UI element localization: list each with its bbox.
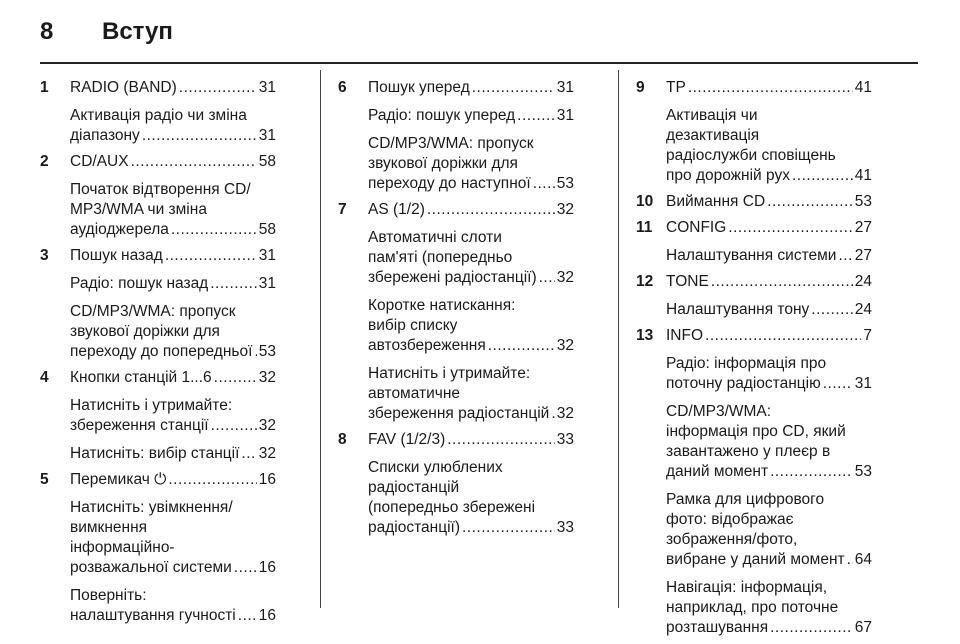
column-divider xyxy=(618,70,619,608)
entry-text: RADIO (BAND) xyxy=(70,79,177,96)
toc-entry-5 xyxy=(40,470,276,490)
entry-text: CD/MP3/WMA: пропуск xyxy=(368,135,534,152)
entry-text: FAV (1/2/3) xyxy=(368,431,446,448)
leader-dots xyxy=(179,78,257,98)
leader-dots xyxy=(234,558,257,578)
entry-text: налаштування гучності xyxy=(70,607,236,624)
entry-text: зображення/фото, xyxy=(666,531,798,548)
leader-dots xyxy=(539,268,555,288)
page-reference: 31 xyxy=(258,275,276,292)
toc-subentry xyxy=(338,296,574,356)
toc-subentry xyxy=(40,444,276,464)
toc-subentry xyxy=(636,490,872,570)
page-reference: 31 xyxy=(854,375,872,392)
leader-dots xyxy=(533,174,555,194)
entry-text: автозбереження xyxy=(368,337,486,354)
entry-text: CD/AUX xyxy=(70,153,129,170)
entry-text: завантажено у плеєр в xyxy=(666,443,831,460)
page-reference: 32 xyxy=(556,405,574,422)
entry-text: Активація радіо чи зміна xyxy=(70,107,247,124)
leader-dots xyxy=(142,126,257,146)
leader-dots xyxy=(210,274,257,294)
entry-text: аудіоджерела xyxy=(70,221,169,238)
entry-text: Списки улюблених xyxy=(368,459,503,476)
page-reference: 64 xyxy=(854,551,872,568)
leader-dots xyxy=(254,342,256,362)
toc-subentry xyxy=(40,180,276,240)
entry-text: Пошук уперед xyxy=(368,79,470,96)
entry-text: Активація чи xyxy=(666,107,758,124)
entry-text: AS (1/2) xyxy=(368,201,425,218)
control-number: 8 xyxy=(338,431,347,448)
toc-subentry xyxy=(40,106,276,146)
entry-text: збережені радіостанції) xyxy=(368,269,537,286)
page-reference: 24 xyxy=(854,273,872,290)
toc-subentry xyxy=(40,586,276,626)
entry-text: CONFIG xyxy=(666,219,727,236)
page-reference: 31 xyxy=(258,127,276,144)
entry-text: наприклад, про поточне xyxy=(666,599,839,616)
leader-dots xyxy=(711,272,853,292)
entry-text: переходу до попередньої xyxy=(70,343,253,360)
entry-text: INFO xyxy=(666,327,704,344)
leader-dots xyxy=(171,220,257,240)
control-number: 1 xyxy=(40,79,49,96)
leader-dots xyxy=(811,300,852,320)
page-reference: 32 xyxy=(556,201,574,218)
toc-subentry xyxy=(636,402,872,482)
control-number: 10 xyxy=(636,193,654,210)
entry-text: Натисніть і утримайте: xyxy=(70,397,233,414)
toc-entry-12 xyxy=(636,272,872,292)
entry-text: Автоматичні слоти xyxy=(368,229,502,246)
page-reference: 33 xyxy=(556,431,574,448)
page-reference: 27 xyxy=(854,247,872,264)
page-reference: 53 xyxy=(258,343,276,360)
toc-column-2 xyxy=(338,78,574,544)
page-reference: 7 xyxy=(863,327,872,344)
page-reference: 32 xyxy=(556,269,574,286)
page-reference: 41 xyxy=(854,167,872,184)
page-reference: 53 xyxy=(556,175,574,192)
entry-text: Натисніть: увімкнення/ xyxy=(70,499,233,516)
toc-entry-9 xyxy=(636,78,872,98)
entry-text: дезактивація xyxy=(666,127,760,144)
leader-dots xyxy=(770,462,853,482)
page-number: 8 xyxy=(40,18,54,45)
entry-text: збереження станції xyxy=(70,417,209,434)
toc-subentry xyxy=(338,134,574,194)
toc-subentry xyxy=(636,354,872,394)
entry-text: MP3/WMA чи зміна xyxy=(70,201,207,218)
page-reference: 58 xyxy=(258,221,276,238)
entry-text: фото: відображає xyxy=(666,511,794,528)
toc-subentry xyxy=(338,458,574,538)
page-title: Вступ xyxy=(102,18,173,45)
page-reference: 31 xyxy=(258,247,276,264)
leader-dots xyxy=(823,374,853,394)
leader-dots xyxy=(238,606,257,626)
leader-dots xyxy=(211,416,257,436)
toc-entry-8 xyxy=(338,430,574,450)
leader-dots xyxy=(488,336,555,356)
toc-entry-10 xyxy=(636,192,872,212)
entry-text: Перемикач ⏻ xyxy=(70,471,167,488)
toc-column-1 xyxy=(40,78,276,632)
entry-text: радіостанцій xyxy=(368,479,460,496)
entry-text: розташування xyxy=(666,619,769,636)
control-number: 7 xyxy=(338,201,347,218)
leader-dots xyxy=(767,192,853,212)
leader-dots xyxy=(131,152,257,172)
page-reference: 53 xyxy=(854,193,872,210)
entry-text: Радіо: пошук назад xyxy=(70,275,209,292)
entry-text: звукової доріжки для xyxy=(70,323,220,340)
leader-dots xyxy=(165,246,257,266)
page-reference: 31 xyxy=(556,79,574,96)
page-reference: 16 xyxy=(258,471,276,488)
control-number: 6 xyxy=(338,79,347,96)
entry-text: Кнопки станцій 1...6 xyxy=(70,369,212,386)
control-number: 3 xyxy=(40,247,49,264)
toc-entry-6 xyxy=(338,78,574,98)
control-number: 11 xyxy=(636,219,653,236)
toc-subentry xyxy=(40,302,276,362)
entry-text: Пошук назад xyxy=(70,247,163,264)
leader-dots xyxy=(792,166,853,186)
page-reference: 32 xyxy=(258,369,276,386)
page-reference: 16 xyxy=(258,607,276,624)
entry-text: розважальної системи xyxy=(70,559,232,576)
toc-subentry xyxy=(636,106,872,186)
control-number: 9 xyxy=(636,79,645,96)
page-reference: 32 xyxy=(258,445,276,462)
entry-text: вибране у даний момент xyxy=(666,551,845,568)
entry-text: вибір списку xyxy=(368,317,458,334)
toc-entry-11 xyxy=(636,218,872,238)
entry-text: вимкнення xyxy=(70,519,148,536)
leader-dots xyxy=(838,246,852,266)
entry-text: радіостанції) xyxy=(368,519,460,536)
entry-text: Натисніть і утримайте: xyxy=(368,365,531,382)
toc-subentry xyxy=(338,106,574,126)
entry-text: інформаційно- xyxy=(70,539,175,556)
entry-text: Виймання CD xyxy=(666,193,766,210)
page-reference: 58 xyxy=(258,153,276,170)
page-reference: 27 xyxy=(854,219,872,236)
control-number: 12 xyxy=(636,273,654,290)
page-reference: 32 xyxy=(556,337,574,354)
entry-text: пам'яті (попередньо xyxy=(368,249,513,266)
page-reference: 32 xyxy=(258,417,276,434)
toc-subentry xyxy=(636,246,872,266)
header-rule xyxy=(40,62,918,64)
leader-dots xyxy=(770,618,853,638)
control-number: 5 xyxy=(40,471,49,488)
toc-subentry xyxy=(338,364,574,424)
entry-text: CD/MP3/WMA: пропуск xyxy=(70,303,236,320)
entry-text: Поверніть: xyxy=(70,587,147,604)
toc-entry-3 xyxy=(40,246,276,266)
leader-dots xyxy=(728,218,852,238)
entry-text: Рамка для цифрового xyxy=(666,491,825,508)
entry-text: інформація про CD, який xyxy=(666,423,846,440)
entry-text: TONE xyxy=(666,273,709,290)
entry-text: Натисніть: вибір станції xyxy=(70,445,240,462)
toc-subentry xyxy=(636,578,872,638)
toc-entry-4 xyxy=(40,368,276,388)
leader-dots xyxy=(447,430,555,450)
page-reference: 67 xyxy=(854,619,872,636)
entry-text: Радіо: інформація про xyxy=(666,355,827,372)
toc-entry-2 xyxy=(40,152,276,172)
entry-text: даний момент xyxy=(666,463,769,480)
leader-dots xyxy=(214,368,257,388)
entry-text: CD/MP3/WMA: xyxy=(666,403,772,420)
page-reference: 31 xyxy=(556,107,574,124)
toc-subentry xyxy=(40,274,276,294)
toc-subentry xyxy=(636,300,872,320)
control-number: 2 xyxy=(40,153,49,170)
leader-dots xyxy=(472,78,555,98)
entry-text: переходу до наступної xyxy=(368,175,531,192)
page-reference: 16 xyxy=(258,559,276,576)
toc-entry-7 xyxy=(338,200,574,220)
leader-dots xyxy=(427,200,555,220)
entry-text: Налаштування системи xyxy=(666,247,837,264)
leader-dots xyxy=(462,518,555,538)
column-divider xyxy=(320,70,321,608)
entry-text: про дорожній рух xyxy=(666,167,790,184)
leader-dots xyxy=(688,78,853,98)
toc-subentry xyxy=(40,498,276,578)
entry-text: збереження радіостанцій xyxy=(368,405,550,422)
leader-dots xyxy=(241,444,256,464)
entry-text: діапазону xyxy=(70,127,140,144)
leader-dots xyxy=(705,326,861,346)
entry-text: Коротке натискання: xyxy=(368,297,516,314)
entry-text: Початок відтворення CD/ xyxy=(70,181,251,198)
page-reference: 31 xyxy=(258,79,276,96)
page-reference: 41 xyxy=(854,79,872,96)
page-reference: 24 xyxy=(854,301,872,318)
toc-column-3 xyxy=(636,78,872,644)
toc-subentry xyxy=(338,228,574,288)
entry-text: (попередньо збережені xyxy=(368,499,536,516)
entry-text: автоматичне xyxy=(368,385,461,402)
toc-subentry xyxy=(40,396,276,436)
entry-text: Навігація: інформація, xyxy=(666,579,828,596)
entry-text: звукової доріжки для xyxy=(368,155,518,172)
control-number: 13 xyxy=(636,327,654,344)
toc-entry-13 xyxy=(636,326,872,346)
entry-text: Радіо: пошук уперед xyxy=(368,107,516,124)
page-reference: 33 xyxy=(556,519,574,536)
page-reference: 53 xyxy=(854,463,872,480)
entry-text: TP xyxy=(666,79,686,96)
control-number: 4 xyxy=(40,369,49,386)
entry-text: Налаштування тону xyxy=(666,301,810,318)
leader-dots xyxy=(517,106,555,126)
entry-text: поточну радіостанцію xyxy=(666,375,821,392)
toc-entry-1 xyxy=(40,78,276,98)
leader-dots xyxy=(168,470,256,490)
leader-dots xyxy=(551,404,554,424)
leader-dots xyxy=(847,550,853,570)
entry-text: радіослужби сповіщень xyxy=(666,147,836,164)
